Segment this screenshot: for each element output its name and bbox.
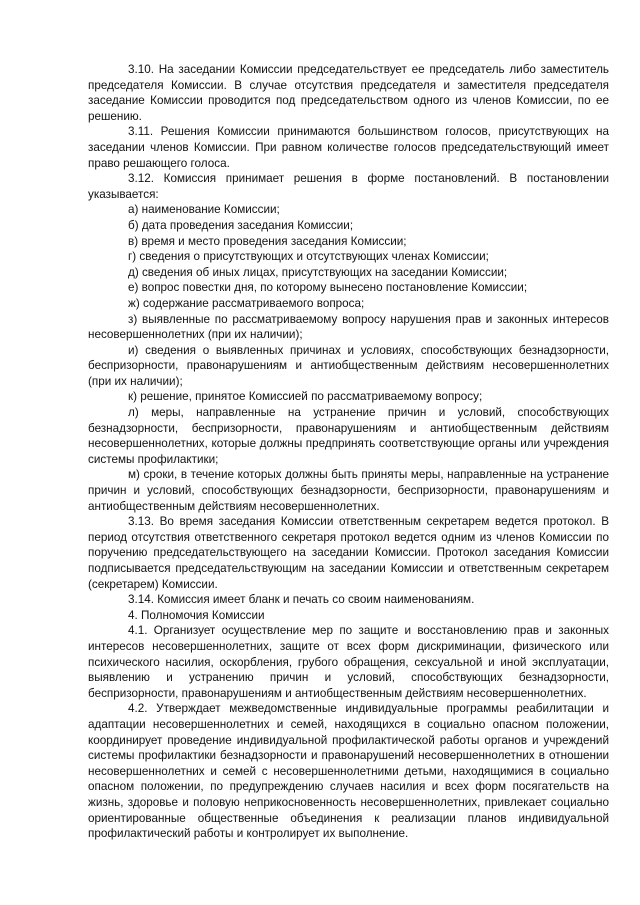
list-item-e: е) вопрос повестки дня, по которому вынесено постановление Комиссии;	[128, 281, 528, 295]
list-item-m: м) сроки, в течение которых должны быть приняты меры, направленные на устранение причин и условий, способствующих безнадзорности, беспризорности, правонарушениям и антиобщественным действиям несовершеннолетних.	[88, 468, 609, 513]
paragraph-3-10: 3.10. На заседании Комиссии председательствует ее председатель либо заместитель председателя Комиссии. В случае отсутствия председателя и заместителя председателя заседание Комиссии проводится под председательством одного из членов Комиссии, по ее решению.	[88, 63, 609, 123]
list-item-g: г) сведения о присутствующих и отсутствующих членах Комиссии;	[128, 250, 489, 264]
paragraph-4-2: 4.2. Утверждает межведомственные индивидуальные программы реабилитации и адаптации несовершеннолетних и семей, находящихся в социально опасном положении, координирует проведение индивидуальной профилактической работы органов и учреждений системы профилактики безнадзорности и правонарушений несовершеннолетних в отношении несовершеннолетних и семей с несовершеннолетними детьми, находящимися в социально опасном положении, по предупреждению случаев насилия и всех форм посягательств на жизнь, здоровье и половую неприкосновенность несовершеннолетних, привлекает социально ориентированные общественные объединения к реализации планов индивидуальной профилактический работы и контролирует их выполнение.	[88, 702, 609, 841]
list-item-i: и) сведения о выявленных причинах и условиях, способствующих безнадзорности, беспризорности, правонарушениям и антиобщественным действиям несовершеннолетних (при их наличии);	[88, 343, 609, 388]
list-item-d: д) сведения об иных лицах, присутствующих на заседании Комиссии;	[128, 265, 508, 279]
paragraph-3-13: 3.13. Во время заседания Комиссии ответственным секретарем ведется протокол. В период отсутствия ответственного секретаря протокол ведется одним из членов Комиссии по поручению председательствующего на заседании Комиссии. Протокол заседания Комиссии подписывается председательствующим на заседании Комиссии и ответственным секретарем (секретарем) Комиссии.	[88, 515, 609, 591]
list-item-zh: ж) содержание рассматриваемого вопроса;	[128, 296, 365, 310]
paragraph-3-14: 3.14. Комиссия имеет бланк и печать со своим наименованиям.	[128, 593, 475, 607]
list-item-v: в) время и место проведения заседания Комиссии;	[128, 234, 407, 248]
list-item-z: з) выявленные по рассматриваемому вопросу нарушения прав и законных интересов несовершеннолетних (при их наличии);	[88, 312, 609, 342]
paragraph-3-11: 3.11. Решения Комиссии принимаются большинством голосов, присутствующих на заседании членов Комиссии. При равном количестве голосов председательствующий имеет право решающего голоса.	[88, 125, 609, 170]
section-heading-4: 4. Полномочия Комиссии	[128, 608, 265, 622]
list-item-l: л) меры, направленные на устранение причин и условий, способствующих безнадзорности, беспризорности, правонарушениям и антиобщественным действиям несовершеннолетних, которые должны предпринять соответствующие органы или учреждения системы профилактики;	[88, 406, 609, 466]
list-item-a: а) наименование Комиссии;	[128, 203, 280, 217]
paragraph-3-12: 3.12. Комиссия принимает решения в форме постановлений. В постановлении указывается:	[88, 172, 609, 201]
list-item-k: к) решение, принятое Комиссией по рассматриваемому вопросу;	[128, 390, 483, 404]
document-page	[88, 62, 609, 842]
list-item-b: б) дата проведения заседания Комиссии;	[128, 218, 354, 232]
paragraph-4-1: 4.1. Организует осуществление мер по защите и восстановлению прав и законных интересов несовершеннолетних, защите от всех форм дискриминации, физического или психического насилия, оскорбления, грубого обращения, сексуальной и иной эксплуатации, выявлению и устранению причин и условий, способствующих безнадзорности, беспризорности, правонарушениям и антиобщественным действиям несовершеннолетних.	[88, 624, 609, 700]
